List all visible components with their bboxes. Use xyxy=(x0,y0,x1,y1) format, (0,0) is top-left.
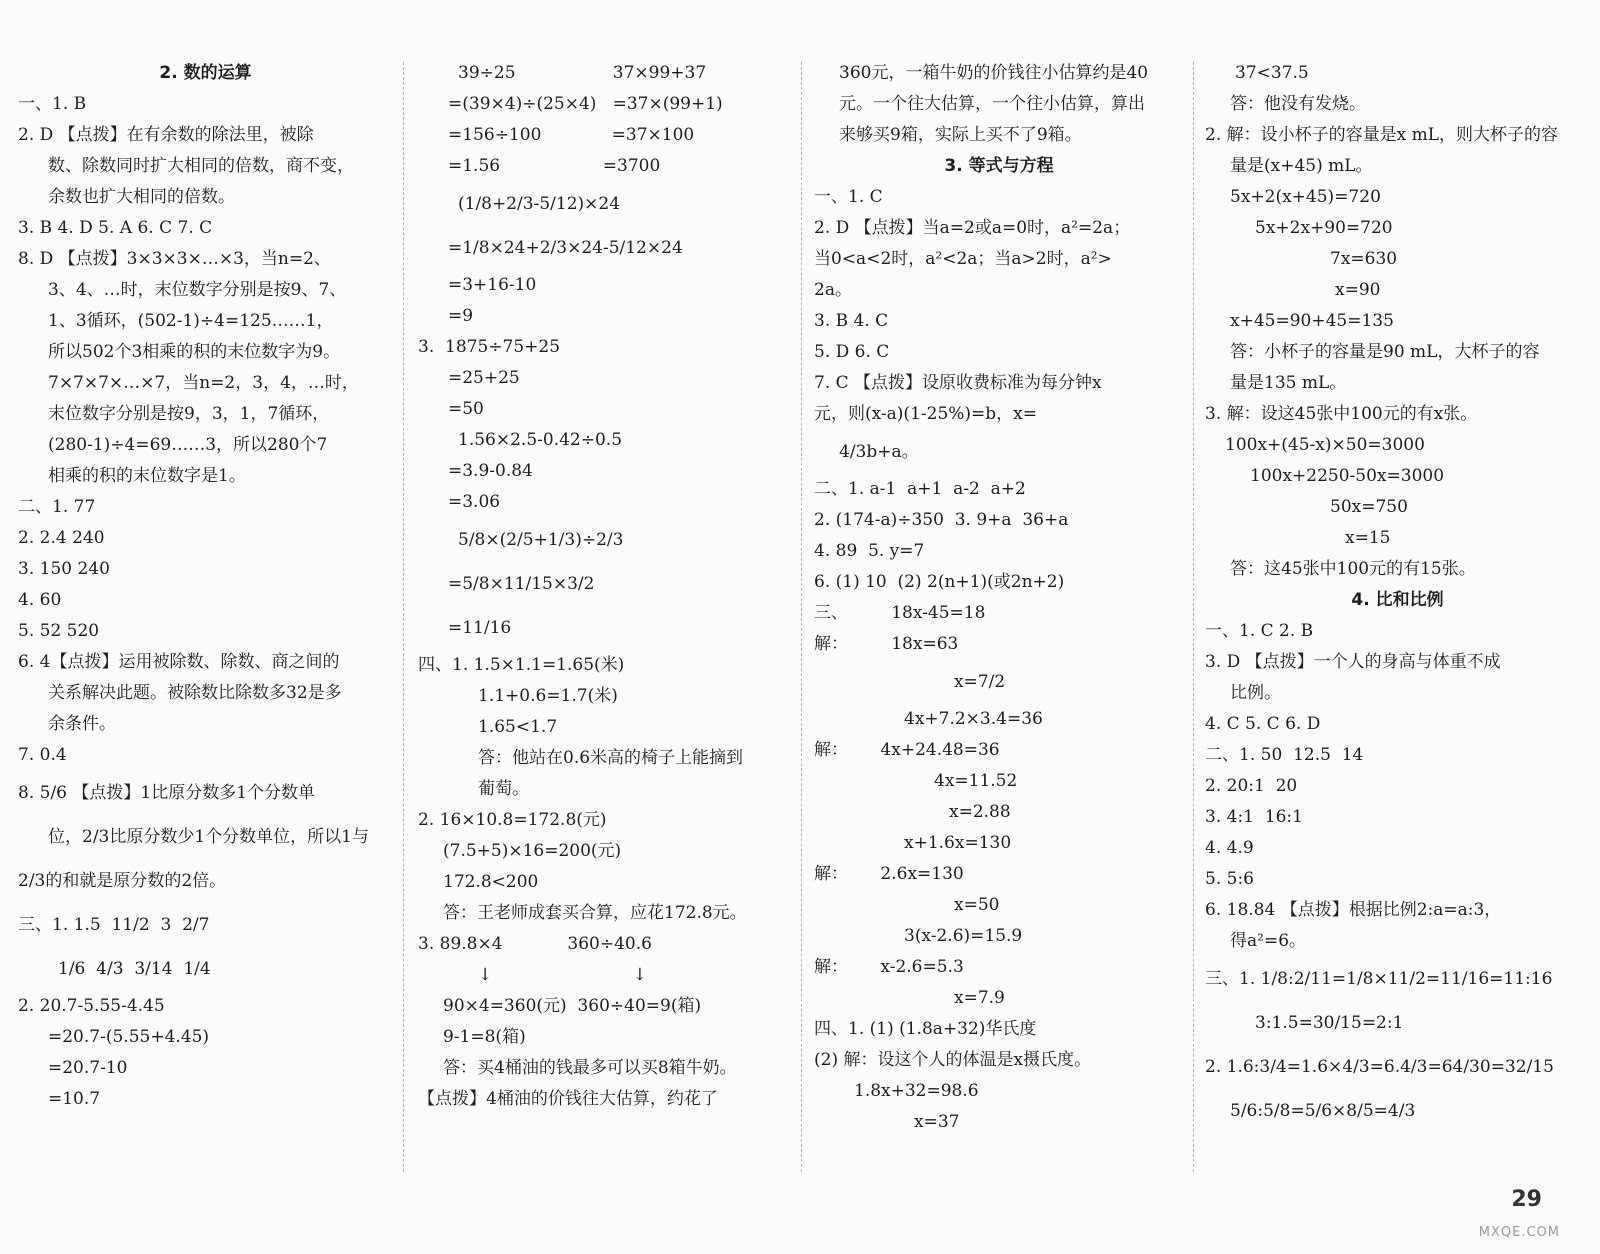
answer-line: 一、1. C 2. B xyxy=(1205,621,1314,641)
answer-line: 1.1+0.6=1.7(米) xyxy=(478,686,618,706)
answer-line: 2. (174-a)÷350 3. 9+a 36+a xyxy=(814,510,1069,530)
answer-line: 3. 解：设这45张中100元的有x张。 xyxy=(1205,404,1478,424)
answer-line: 4. 89 5. y=7 xyxy=(814,541,925,561)
answer-line: 余数也扩大相同的倍数。 xyxy=(48,187,235,207)
answer-line: 1.8x+32=98.6 xyxy=(854,1081,979,1101)
answer-line: 解： 4x+24.48=36 xyxy=(814,740,1000,760)
answer-line: x+45=90+45=135 xyxy=(1230,311,1394,331)
answer-line: 1.56×2.5-0.42÷0.5 xyxy=(458,430,623,450)
answer-line: 3、4、…时，末位数字分别是按9、7、 xyxy=(48,280,347,300)
answer-line: 8. D 【点拨】3×3×3×…×3，当n=2、 xyxy=(18,249,331,269)
answer-line: 2. 20:1 20 xyxy=(1205,776,1298,796)
answer-line: 9-1=8(箱) xyxy=(443,1027,526,1047)
answer-line: =25+25 xyxy=(448,368,520,388)
answer-line: 2. D 【点拨】当a=2或a=0时，a²=2a； xyxy=(814,218,1131,238)
answer-line: (1/8+2/3-5/12)×24 xyxy=(458,194,621,214)
answer-line: 三、 18x-45=18 xyxy=(814,603,986,623)
answer-line: 2. 20.7-5.55-4.45 xyxy=(18,996,165,1016)
answer-line: 2. 2.4 240 xyxy=(18,528,105,548)
answer-line: 2. 1.6:3/4=1.6×4/3=6.4/3=64/30=32/15 xyxy=(1205,1057,1554,1077)
answer-line: 7. 0.4 xyxy=(18,745,67,765)
answer-line: 三、1. 1/8:2/11=1/8×11/2=11/16=11:16 xyxy=(1205,969,1553,989)
answer-line: ↓ ↓ xyxy=(478,965,647,985)
answer-line: 2a。 xyxy=(814,280,852,300)
answer-line: =(39×4)÷(25×4) =37×(99+1) xyxy=(448,94,723,114)
answer-line: =50 xyxy=(448,399,484,419)
answer-line: 5. 5:6 xyxy=(1205,869,1254,889)
answer-line: 3. 150 240 xyxy=(18,559,110,579)
column-3 xyxy=(814,58,1184,1178)
answer-line: 二、1. a-1 a+1 a-2 a+2 xyxy=(814,479,1026,499)
answer-line: 1/6 4/3 3/14 1/4 xyxy=(58,959,211,979)
answer-line: (2) 解：设这个人的体温是x摄氏度。 xyxy=(814,1050,1092,1070)
answer-line: 来够买9箱，实际上买不了9箱。 xyxy=(839,125,1082,145)
answer-line: 39÷25 37×99+37 xyxy=(458,63,707,83)
answer-line: 5/8×(2/5+1/3)÷2/3 xyxy=(458,530,624,550)
answer-line: x=7.9 xyxy=(954,988,1005,1008)
answer-line: =3.9-0.84 xyxy=(448,461,533,481)
answer-line: 50x=750 xyxy=(1330,497,1408,517)
answer-line: 2. 解：设小杯子的容量是x mL，则大杯子的容 xyxy=(1205,125,1559,145)
answer-line: 末位数字分别是按9，3，1，7循环， xyxy=(48,404,330,424)
answer-line: 7×7×7×…×7，当n=2，3，4，…时， xyxy=(48,373,359,393)
watermark: MXQE.COM xyxy=(1478,1225,1560,1240)
answer-line: =1/8×24+2/3×24-5/12×24 xyxy=(448,238,683,258)
answer-line: 2. D 【点拨】在有余数的除法里，被除 xyxy=(18,125,314,145)
answer-line: 6. 18.84 【点拨】根据比例2:a=a:3， xyxy=(1205,900,1502,920)
answer-line: 7. C 【点拨】设原收费标准为每分钟x xyxy=(814,373,1102,393)
answer-line: x=37 xyxy=(914,1112,960,1132)
answer-line: =20.7-(5.55+4.45) xyxy=(48,1027,210,1047)
answer-line: 5/6:5/8=5/6×8/5=4/3 xyxy=(1230,1101,1416,1121)
answer-line: =1.56 =3700 xyxy=(448,156,661,176)
section-heading: 3. 等式与方程 xyxy=(944,156,1054,176)
answer-line: x=2.88 xyxy=(949,802,1011,822)
answer-line: (7.5+5)×16=200(元) xyxy=(443,841,622,861)
answer-line: 3. D 【点拨】一个人的身高与体重不成 xyxy=(1205,652,1501,672)
section-heading: 2. 数的运算 xyxy=(159,63,252,83)
answer-line: =5/8×11/15×3/2 xyxy=(448,574,595,594)
answer-line: 关系解决此题。被除数比除数多32是多 xyxy=(48,683,342,703)
answer-line: 4. 4.9 xyxy=(1205,838,1254,858)
answer-line: 答：他站在0.6米高的椅子上能摘到 xyxy=(478,748,744,768)
answer-line: 100x+2250-50x=3000 xyxy=(1250,466,1445,486)
answer-line: 二、1. 50 12.5 14 xyxy=(1205,745,1364,765)
answer-line: x=50 xyxy=(954,895,1000,915)
answer-line: 得a²=6。 xyxy=(1230,931,1307,951)
answer-line: x=7/2 xyxy=(954,672,1006,692)
answer-line: 一、1. C xyxy=(814,187,883,207)
answer-line: 二、1. 77 xyxy=(18,497,96,517)
answer-line: 3. B 4. D 5. A 6. C 7. C xyxy=(18,218,213,238)
answer-line: 比例。 xyxy=(1230,683,1281,703)
answer-line: 90×4=360(元) 360÷40=9(箱) xyxy=(443,996,702,1016)
answer-line: 3. B 4. C xyxy=(814,311,889,331)
answer-line: 6. (1) 10 (2) 2(n+1)(或2n+2) xyxy=(814,572,1065,592)
answer-line: =20.7-10 xyxy=(48,1058,128,1078)
answer-line: =3.06 xyxy=(448,492,501,512)
answer-line: 答：买4桶油的钱最多可以买8箱牛奶。 xyxy=(443,1058,737,1078)
answer-line: 葡萄。 xyxy=(478,779,529,799)
section-heading: 4. 比和比例 xyxy=(1351,590,1444,610)
answer-line: 量是(x+45) mL。 xyxy=(1230,156,1373,176)
answer-line: 量是135 mL。 xyxy=(1230,373,1347,393)
answer-line: =10.7 xyxy=(48,1089,101,1109)
answer-line: 360元，一箱牛奶的价钱往小估算约是40 xyxy=(839,63,1149,83)
answer-line: =9 xyxy=(448,306,474,326)
answer-line: 答：他没有发烧。 xyxy=(1230,94,1366,114)
answer-line: 元。一个往大估算，一个往小估算，算出 xyxy=(839,94,1145,114)
answer-line: 4. 60 xyxy=(18,590,62,610)
answer-line: 4x+7.2×3.4=36 xyxy=(904,709,1043,729)
answer-line: 37<37.5 xyxy=(1235,63,1309,83)
answer-line: 2. 16×10.8=172.8(元) xyxy=(418,810,607,830)
answer-line: 3. 4:1 16:1 xyxy=(1205,807,1303,827)
answer-line: 100x+(45-x)×50=3000 xyxy=(1225,435,1425,455)
answer-line: 8. 5/6 【点拨】1比原分数多1个分数单 xyxy=(18,783,316,803)
answer-line: 5x+2(x+45)=720 xyxy=(1230,187,1381,207)
answer-line: (280-1)÷4=69……3，所以280个7 xyxy=(48,435,328,455)
answer-line: 三、1. 1.5 11/2 3 2/7 xyxy=(18,915,210,935)
answer-line: 余条件。 xyxy=(48,714,116,734)
answer-line: 3. 89.8×4 360÷40.6 xyxy=(418,934,652,954)
answer-line: 一、1. B xyxy=(18,94,87,114)
answer-line: 1.65<1.7 xyxy=(478,717,558,737)
answer-line: 四、1. 1.5×1.1=1.65(米) xyxy=(418,655,625,675)
answer-line: 3. 1875÷75+25 xyxy=(418,337,561,357)
answer-line: 四、1. (1) (1.8a+32)华氏度 xyxy=(814,1019,1037,1039)
answer-line: 解： x-2.6=5.3 xyxy=(814,957,964,977)
answer-line: =3+16-10 xyxy=(448,275,537,295)
answer-line: x=15 xyxy=(1345,528,1391,548)
answer-line: 位，2/3比原分数少1个分数单位，所以1与 xyxy=(48,827,369,847)
answer-line: 3:1.5=30/15=2:1 xyxy=(1255,1013,1404,1033)
answer-line: 3(x-2.6)=15.9 xyxy=(904,926,1023,946)
column-1 xyxy=(18,58,393,1178)
answer-line: =11/16 xyxy=(448,618,512,638)
answer-line: 答：小杯子的容量是90 mL，大杯子的容 xyxy=(1230,342,1540,362)
answer-line: 元，则(x-a)(1-25%)=b，x= xyxy=(814,404,1038,424)
answer-line: 172.8<200 xyxy=(443,872,539,892)
answer-line: x+1.6x=130 xyxy=(904,833,1012,853)
answer-line: 7x=630 xyxy=(1330,249,1398,269)
column-4 xyxy=(1205,58,1590,1178)
page-number: 29 xyxy=(1511,1187,1542,1212)
answer-line: 数、除数同时扩大相同的倍数，商不变， xyxy=(48,156,354,176)
answer-line: 解： 2.6x=130 xyxy=(814,864,964,884)
answer-line: 5. 52 520 xyxy=(18,621,100,641)
answer-line: 答：王老师成套买合算，应花172.8元。 xyxy=(443,903,747,923)
answer-line: 当0<a<2时，a²<2a；当a>2时，a²> xyxy=(814,249,1112,269)
answer-line: 4. C 5. C 6. D xyxy=(1205,714,1321,734)
answer-line: 解： 18x=63 xyxy=(814,634,959,654)
answer-line: 2/3的和就是原分数的2倍。 xyxy=(18,871,227,891)
answer-line: 答：这45张中100元的有15张。 xyxy=(1230,559,1476,579)
answer-line: 5. D 6. C xyxy=(814,342,890,362)
answer-line: 【点拨】4桶油的价钱往大估算，约花了 xyxy=(418,1089,718,1109)
answer-line: =156÷100 =37×100 xyxy=(448,125,695,145)
answer-line: x=90 xyxy=(1335,280,1381,300)
answer-line: 1、3循环，(502-1)÷4=125……1， xyxy=(48,311,334,331)
answer-line: 4x=11.52 xyxy=(934,771,1018,791)
answer-line: 相乘的积的末位数字是1。 xyxy=(48,466,246,486)
answer-line: 所以502个3相乘的积的末位数字为9。 xyxy=(48,342,341,362)
answer-line: 6. 4【点拨】运用被除数、除数、商之间的 xyxy=(18,652,340,672)
answer-line: 5x+2x+90=720 xyxy=(1255,218,1393,238)
column-2 xyxy=(418,58,793,1178)
answer-line: 4/3b+a。 xyxy=(839,442,919,462)
